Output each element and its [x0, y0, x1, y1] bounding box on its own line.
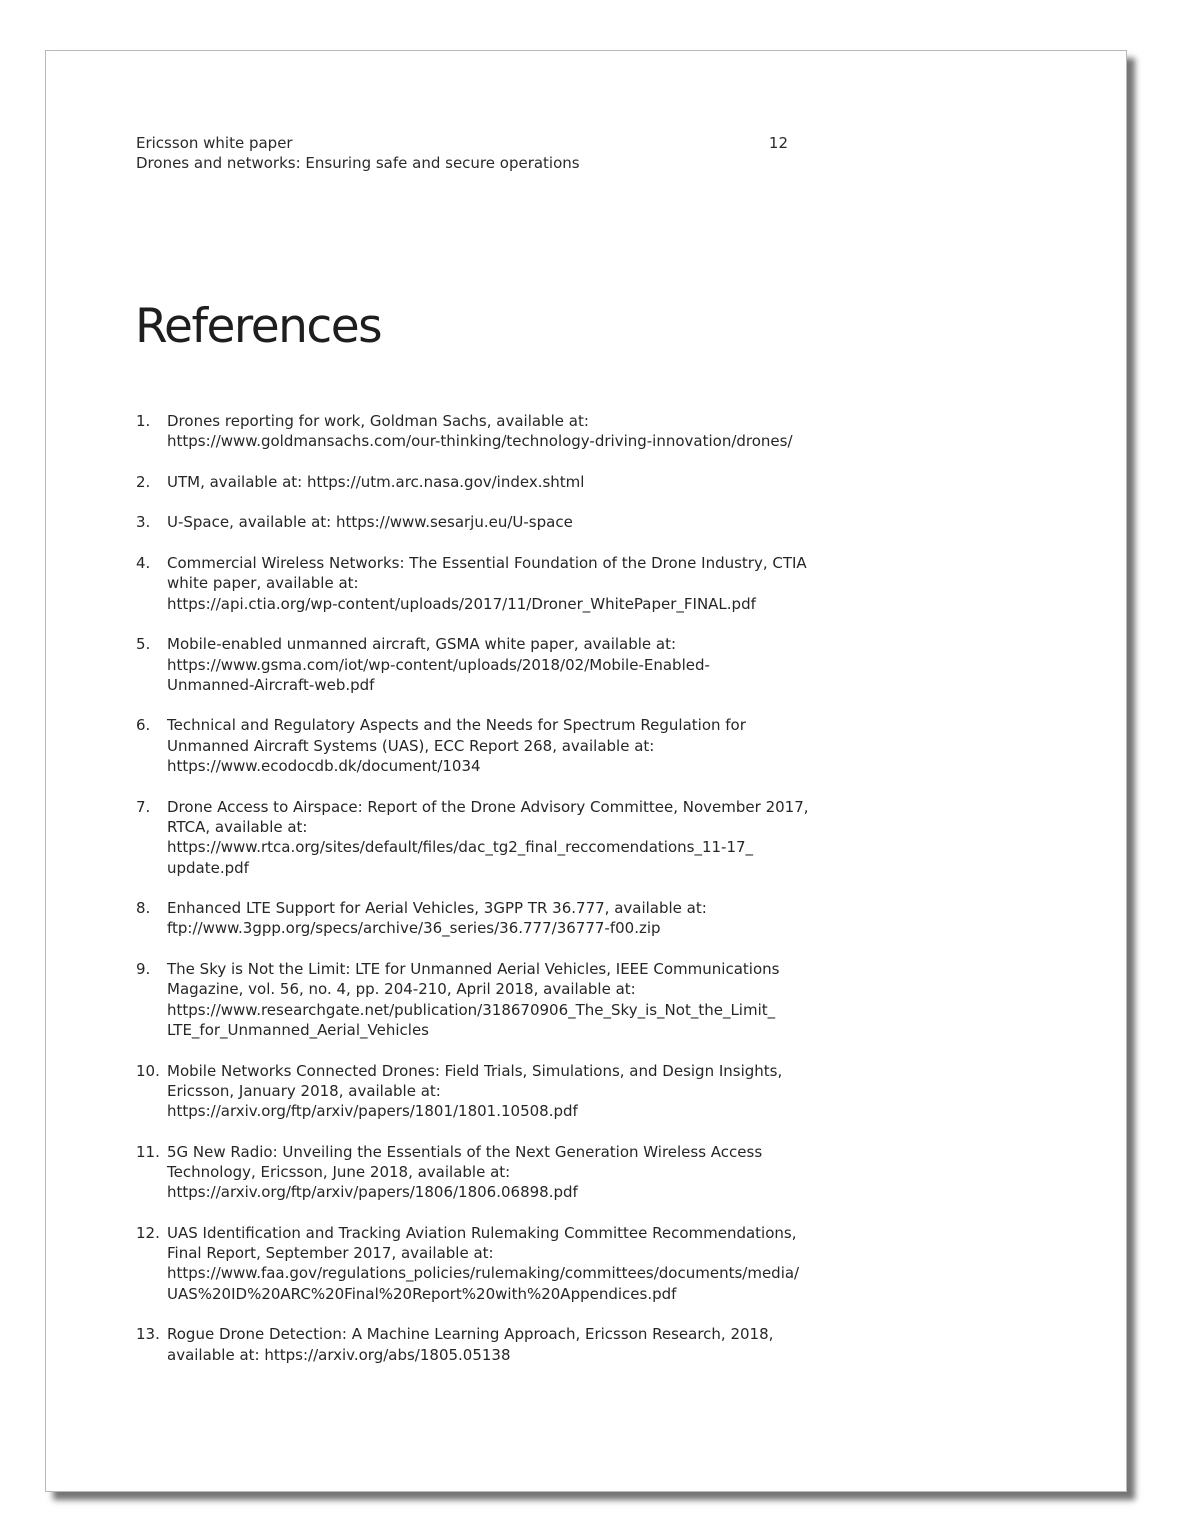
reference-text: available at: https://arxiv.org/abs/1805.05138	[167, 1345, 511, 1364]
reference-text: Technical and Regulatory Aspects and the Needs for Spectrum Regulation for	[167, 716, 746, 735]
header-document-title: Drones and networks: Ensuring safe and secure operations	[136, 154, 580, 172]
reference-number: 8.	[136, 899, 151, 918]
reference-link: https://arxiv.org/ftp/arxiv/papers/1801/1801.10508.pdf	[167, 1102, 578, 1121]
page-number: 12	[768, 134, 788, 152]
reference-link: https://www.researchgate.net/publication/318670906_The_Sky_is_Not_the_Limit_	[167, 1000, 776, 1019]
reference-item	[136, 1324, 836, 1365]
references-list	[136, 411, 836, 1385]
document-page	[45, 50, 1127, 1492]
reference-link: ftp://www.3gpp.org/specs/archive/36_series/36.777/36777-f00.zip	[167, 919, 661, 938]
reference-number: 1.	[136, 412, 151, 430]
reference-number: 7.	[136, 797, 151, 816]
reference-link: https://www.goldmansachs.com/our-thinking/technology-driving-innovation/drones/	[167, 432, 793, 451]
reference-item	[136, 1142, 836, 1203]
reference-text: Drone Access to Airspace: Report of the Drone Advisory Committee, November 2017,	[167, 797, 809, 816]
reference-link: Unmanned-Aircraft-web.pdf	[167, 675, 375, 694]
reference-number: 12.	[136, 1223, 160, 1242]
reference-text: Mobile Networks Connected Drones: Field Trials, Simulations, and Design Insights,	[167, 1061, 783, 1080]
reference-link: https://www.rtca.org/sites/default/files/dac_tg2_final_reccomendations_11-17_	[167, 838, 754, 857]
reference-item	[136, 1061, 836, 1122]
reference-text: Unmanned Aircraft Systems (UAS), ECC Report 268, available at:	[167, 736, 655, 755]
reference-item	[136, 797, 836, 878]
reference-text: Final Report, September 2017, available at:	[167, 1244, 494, 1263]
reference-text: The Sky is Not the Limit: LTE for Unmanned Aerial Vehicles, IEEE Communications	[167, 960, 780, 979]
reference-link: https://api.ctia.org/wp-content/uploads/2017/11/Droner_WhitePaper_FINAL.pdf	[167, 594, 756, 613]
reference-number: 3.	[136, 513, 151, 532]
reference-text: UAS Identification and Tracking Aviation Rulemaking Committee Recommendations,	[167, 1223, 797, 1242]
reference-text: Rogue Drone Detection: A Machine Learning Approach, Ericsson Research, 2018,	[167, 1325, 774, 1344]
reference-item	[136, 959, 836, 1040]
reference-link: https://www.faa.gov/regulations_policies/rulemaking/committees/documents/media/	[167, 1264, 800, 1283]
reference-item	[136, 553, 836, 614]
reference-number: 2.	[136, 472, 151, 491]
reference-link: https://www.ecodocdb.dk/document/1034	[167, 757, 481, 776]
reference-text: Commercial Wireless Networks: The Essential Foundation of the Drone Industry, CTIA	[167, 554, 807, 573]
reference-link: https://arxiv.org/ftp/arxiv/papers/1806/1806.06898.pdf	[167, 1183, 578, 1202]
page-header	[136, 133, 788, 173]
reference-item	[136, 715, 836, 776]
reference-number: 11.	[136, 1142, 160, 1161]
reference-link: https://www.gsma.com/iot/wp-content/uploads/2018/02/Mobile-Enabled-	[167, 655, 710, 674]
reference-link: update.pdf	[167, 858, 249, 877]
reference-number: 10.	[136, 1061, 160, 1080]
reference-text: Technology, Ericsson, June 2018, available at:	[167, 1162, 511, 1181]
reference-item	[136, 1223, 836, 1304]
reference-item	[136, 898, 836, 939]
reference-text: RTCA, available at:	[167, 817, 308, 836]
reference-text: U-Space, available at: https://www.sesarju.eu/U-space	[167, 513, 573, 532]
reference-number: 4.	[136, 554, 151, 573]
reference-item	[136, 472, 836, 492]
header-publication: Ericsson white paper	[136, 134, 293, 152]
reference-text: white paper, available at:	[167, 574, 359, 593]
reference-text: Ericsson, January 2018, available at:	[167, 1081, 441, 1100]
reference-text: Mobile-enabled unmanned aircraft, GSMA white paper, available at:	[167, 635, 677, 654]
reference-text: 5G New Radio: Unveiling the Essentials of the Next Generation Wireless Access	[167, 1142, 763, 1161]
reference-number: 13.	[136, 1325, 160, 1344]
reference-item	[136, 634, 836, 695]
reference-number: 5.	[136, 635, 151, 654]
reference-text: Drones reporting for work, Goldman Sachs, available at:	[167, 412, 589, 430]
reference-number: 9.	[136, 960, 151, 979]
reference-text: Magazine, vol. 56, no. 4, pp. 204-210, April 2018, available at:	[167, 980, 636, 999]
page-title: References	[135, 299, 382, 354]
reference-text: Enhanced LTE Support for Aerial Vehicles, 3GPP TR 36.777, available at:	[167, 899, 707, 918]
reference-link: LTE_for_Unmanned_Aerial_Vehicles	[167, 1020, 429, 1039]
reference-link: UAS%20ID%20ARC%20Final%20Report%20with%20Appendices.pdf	[167, 1284, 677, 1303]
reference-number: 6.	[136, 716, 151, 735]
reference-item	[136, 512, 836, 532]
reference-item	[136, 411, 836, 452]
reference-text: UTM, available at: https://utm.arc.nasa.gov/index.shtml	[167, 472, 585, 491]
